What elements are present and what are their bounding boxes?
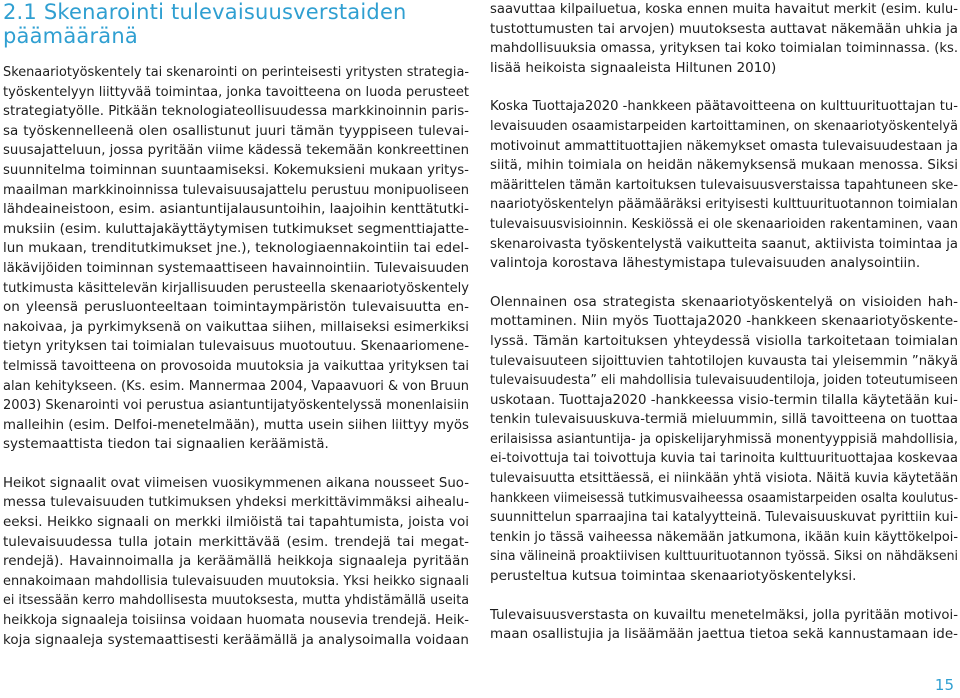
text-line: Heikot signaalit ovat viimeisen vuosikymmenen aikana nousseet Suo-: [3, 474, 470, 491]
section-title-line: päämääränä: [3, 24, 138, 48]
text-line: muksiin (esim. kuluttajakäyttäytymisen tutkimukset segmenttiajatte-: [3, 220, 470, 237]
text-line: malleihin (esim. Delfoi-menetelmään), mutta usein siihen liittyy myös: [3, 416, 469, 433]
text-line: valintoja korostava lähestymistapa tulevaisuuden analysointiin.: [490, 255, 921, 272]
text-line: tulevaisuudessa tulla jotain merkittävää (esim. trendejä tai megat-: [3, 533, 469, 550]
text-line: naariotyöskentelyn päämääräksi erityisesti kulttuurituotannon toimialan: [490, 196, 958, 213]
text-line: sina välineinä proaktiivisen kulttuurituotannon työssä. Siksi on nähdäkseni: [490, 548, 958, 565]
text-line: rendejä). Havainnoimalla ja keräämällä heikkoja signaaleja pyritään: [3, 553, 469, 570]
text-line: työskentelyyn liittyvää toimintaa, jonka tavoitteena on luoda perusteet: [3, 83, 470, 100]
text-line: tulevaisuuteen sijoittuvien tahtotilojen kuvausta tai yleisemmin ”näkyä: [490, 352, 958, 369]
paragraph: [3, 63, 469, 455]
text-line: Koska Tuottaja2020 -hankkeen päätavoitteena on kulttuurituottajan tu-: [490, 98, 959, 115]
text-line: tustottumusten tai arvojen) muutoksesta auttavat näkemään uhkia ja: [490, 20, 958, 37]
text-line: motivoinut ammattituottajien näkemykset omasta tulevaisuudestaan ja: [490, 137, 959, 154]
text-line: hankkeen viimeisessä tutkimusvaiheessa osaamistarpeiden osalta koulutus-: [490, 489, 959, 506]
text-line: tutkimusta käsittelevän kirjallisuuden perusteella skenaariotyöskentely: [3, 279, 469, 296]
text-line: alan kehitykseen. (Ks. esim. Mannermaa 2004, Vapaavuori & von Bruun: [3, 377, 470, 394]
paragraph: [490, 0, 958, 78]
section-title: [3, 0, 469, 48]
text-line: Skenaariotyöskentely tai skenarointi on perinteisesti yritysten strategia-: [3, 64, 470, 80]
text-line: strategiatyölle. Pitkään teknologiateollisuudessa markkinoinnin paris-: [3, 103, 469, 120]
text-line: siitä, mihin toimiala on heidän näkemyksensä mukaan menossa. Siksi: [490, 157, 958, 174]
text-line: mahdollisuuksia omassa, yrityksen tai koko toimialan toiminnassa. (ks.: [490, 40, 959, 57]
text-line: Tulevaisuusverstasta on kuvailtu menetelmäksi, jolla pyritään motivoi-: [490, 606, 959, 623]
text-line: suusajatteluun, jossa pyritään viime kädessä tekemään konkreettinen: [3, 142, 470, 159]
text-line: tulevaisuutta etsittäessä, ei niinkään yhtä visiota. Näitä kuvia käytetään: [490, 470, 959, 487]
text-line: eeksi. Heikko signaali on merkki ilmiöistä tai tapahtumista, joista voi: [3, 514, 469, 531]
paragraph: [490, 293, 958, 587]
text-line: suunnittelun sparraajina tai katalyytteinä. Tulevaisuuskuvat pyrittiin kui-: [490, 509, 958, 526]
text-line: lähdeaineistoon, esim. asiantuntijalausuntoihin, laajoihin kenttätutki-: [3, 201, 470, 218]
text-line: uskotaan. Tuottaja2020 -hankkeessa visio-termin tilalla käytetään kui-: [490, 391, 958, 408]
text-line: nakoivaa, ja pyrkimyksenä on vaikuttaa siihen, millaiseksi esimerkiksi: [3, 318, 470, 335]
text-line: tulevaisuusvisioinnin. Keskiössä ei ole skenaarioiden rakentaminen, vaan: [490, 215, 958, 232]
text-line: lyssä. Tämän kartoituksen yhteydessä visiolla tarkoitetaan toimialan: [490, 332, 958, 349]
text-line: ennakoimaan mahdollisia tulevaisuuden muutoksia. Yksi heikko signaali: [3, 572, 470, 589]
text-line: suunnitelma toiminnan suuntaamiseksi. Kokemuksieni mukaan yritys-: [3, 161, 469, 178]
text-line: 2003) Skenarointi voi perustua asiantuntijatyöskentelyssä monenlaisiin: [3, 397, 470, 414]
text-line: tulevaisuudesta” eli mahdollisia tulevaisuudentiloja, joiden toteutumiseen: [490, 372, 958, 389]
text-line: telmissä tavoitteena on provosoida muutoksia ja vaikuttaa yrityksen tai: [3, 357, 470, 374]
paragraph: [490, 606, 958, 645]
text-line: levaisuuden osaamistarpeiden kartoittaminen, on skenaariotyöskentelyä: [490, 117, 959, 134]
text-line: ei-toivottuja tai toivottuja kuvia tai tarinoita kulttuurituottajaa koskevaa: [490, 450, 959, 467]
text-line: on yleensä perusluonteeltaan toimintaympäristön tulevaisuutta en-: [3, 299, 469, 316]
left-column: [3, 0, 469, 650]
text-line: maailman markkinoinnissa tulevaisuusajattelu perustuu monipuoliseen: [3, 181, 469, 198]
text-line: sa työskennelleenä olen osallistunut juuri tämän tyyppiseen tulevai-: [3, 122, 469, 139]
text-line: perusteltua kutsua toimintaa skenaariotyöskentelyksi.: [490, 568, 857, 585]
text-line: määrittelen tämän kartoituksen tulevaisuusverstaissa tapahtuneen ske-: [490, 176, 958, 193]
text-line: tenkin tulevaisuuskuva-termiä mieluummin, sillä tavoitteena on tuottaa: [490, 411, 959, 428]
text-line: koja signaaleja systemaattisesti keräämällä ja analysoimalla voidaan: [3, 631, 469, 648]
text-line: maan osallistujia ja lisäämään jaettua tietoa sekä kannustamaan ide-: [490, 626, 958, 643]
text-line: skenaroivasta työskentelystä vaikutteita saanut, aktiivista toimintaa ja: [490, 235, 958, 252]
text-line: Olennainen osa strategista skenaariotyöskentelyä on visioiden hah-: [490, 293, 958, 310]
text-line: systemaattista tiedon tai signaalien keräämistä.: [3, 436, 329, 453]
section-title-line: 2.1 Skenarointi tulevaisuusverstaiden: [3, 0, 407, 24]
text-line: tenkin jo tässä vaiheessa näkemään jatkumona, ikään kuin käyttökelpoi-: [490, 528, 958, 545]
text-line: tietyn yrityksen tai toimialan tulevaisuus muotoutuu. Skenaariomene-: [3, 338, 470, 355]
text-line: läkävijöiden toiminnan systemaattiseen havainnointiin. Tulevaisuuden: [3, 259, 469, 276]
text-line: erilaisissa asiantuntija- ja opiskelijaryhmissä monentyyppisiä mahdollisia,: [490, 430, 958, 447]
text-line: heikkoja signaaleja toisiinsa voidaan huomata nousevia trendejä. Heik-: [3, 612, 470, 629]
text-line: messa tulevaisuuden tutkimuksen yhdeksi merkittävimmäksi aihealu-: [3, 494, 470, 511]
text-line: ei itsessään kerro mahdollisesta muutoksesta, mutta yhdistämällä useita: [3, 592, 469, 609]
right-column: [490, 0, 958, 645]
text-line: mottaminen. Niin myös Tuottaja2020 -hankkeen skenaariotyöskente-: [490, 313, 958, 330]
page-number: 15: [934, 676, 954, 694]
paragraph: [490, 97, 958, 273]
text-line: saavuttaa kilpailuetua, koska ennen muita havaitut merkit (esim. kulu-: [490, 1, 958, 17]
text-line: lun mukaan, trenditutkimukset jne.), teknologiaennakointiin tai edel-: [3, 240, 469, 257]
text-line: lisää heikoista signaaleista Hiltunen 2010): [490, 59, 777, 76]
paragraph: [3, 474, 469, 650]
